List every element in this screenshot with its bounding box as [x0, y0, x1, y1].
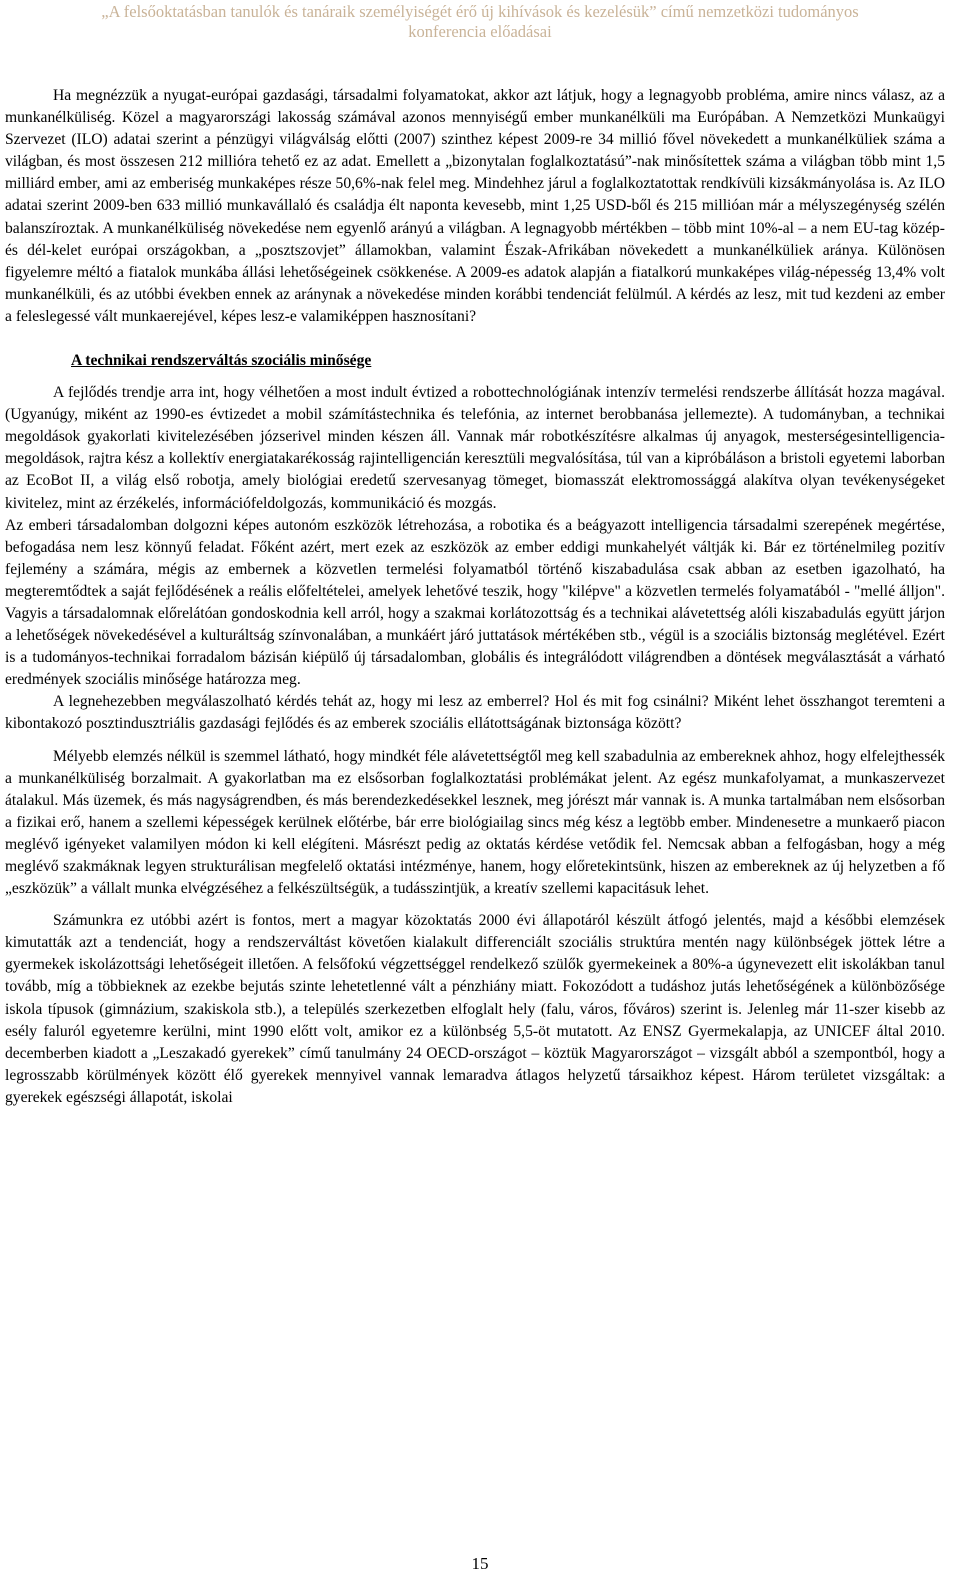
- document-body: [5, 85, 945, 1109]
- section-heading: A technikai rendszerváltás szociális minősége: [71, 352, 372, 370]
- paragraph-education: Számunkra ez utóbbi azért is fontos, mert a magyar közoktatás 2000 évi állapotáról készült átfogó jelentés, majd a későbbi elemzések kimutatták azt a tendenciát, hogy a rendszerváltást követően kialakult differenciált szociális struktúra mentén nagy különbségek jöttek létre a gyermekek iskolázottsági lehetőségeit illetően. A felsőfokú végzettséggel rendelkező szülők gyermekeinek a 80%-a úgynevezett elit iskolákban tanul tovább, míg a többieknek az ezekbe bejutás szinte lehetetlenné vált a pénzhiány miatt. Fokozódott a tudáshoz jutás lehetőségének a különbözősége iskola típusok (gimnázium, szakiskola stb.), a település szerkezetben elfoglalt hely (falu, város, főváros) szerint is. Jelenleg már 11-szer kisebb az esély faluról egyetemre kerülni, mint 1990 előtt volt, amikor ez a különbség 5,5-öt mutatott. Az ENSZ Gyermekalapja, az UNICEF által 2010. decemberben kiadott a „Leszakadó gyerekek” című tanulmány 24 OECD-országot – köztük Magyarországot – vizsgált abból a szempontból, hogy a legrosszabb körülmények között élő gyerekek mennyivel vannak lemaradva átlagos helyzetű társaikhoz képest. Három területet vizsgáltak: a gyerekek egészségi állapotát, iskolai: [5, 912, 945, 1106]
- paragraph-autonomous-tools: Az emberi társadalomban dolgozni képes autonóm eszközök létrehozása, a robotika és a beágyazott intelligencia társadalmi szerepének megértése, befogadása nem lesz könnyű feladat. Főként azért, mert ezek az eszközök az ember eddigi munkahelyét váltják ki. Bár ez történelmileg pozitív fejlemény a számára, mégis az embernek a közvetlen termelési folyamatból történő kiszabadulása csak abban az esetben igazolható, ha megteremtődtek a saját fejlődésének a reális előfeltételei, amelyek lehetővé teszik, hogy "kilépve" a közvetlen termelés folyamatából - "mellé álljon". Vagyis a társadalomnak előrelátóan gondoskodnia kell arról, hogy a szakmai korlátozottság és a technikai alávetettség alóli kiszabadulás együtt járjon a lehetőségek növekedésével a kulturáltság színvonalában, a munkáért járó juttatások mértékében stb., végül is a szociális biztonság meglétével. Ezért is a tudományos-technikai forradalom bázisán kiépülő új társadalomban, globális és integrálódott világrendben a döntések megválasztását a várható eredmények szociális minősége határozza meg.: [5, 516, 945, 689]
- paragraph-robotics: A fejlődés trendje arra int, hogy vélhetően a most indult évtized a robottechnológiának intenzív termelési rendszerbe állítását hozza magával. (Ugyanúgy, miként az 1990-es évtizedet a mobil számítástechnika és telefónia, az internet berobbanása jellemezte). A tudományban, a technikai megoldások gyakorlati kivitelezésében józserivel minden készen áll. Vannak már robotkészítésre alkalmas új anyagok, mesterségesintelligencia-megoldások, rajtra kész a kollektív energiatakarékosság rajintelligencián keresztüli megvalósítása, túl van a kipróbáláson a bristoli egyetemi laborban az EcoBot II, a világ első robotja, amely biológiai eredetű szervesanyag tömeget, biomasszát elektromossággá alakítva olyan tevékenységeket kivitelez, mint az érzékelés, információfeldolgozás, kommunikáció és mozgás.: [5, 384, 945, 512]
- running-header-line-2: konferencia előadásai: [408, 22, 552, 41]
- running-header: [0, 0, 960, 42]
- paragraph-analysis: Mélyebb elemzés nélkül is szemmel látható, hogy mindkét féle alávetettségtől meg kell szabadulnia az embereknek ahhoz, hogy elfelejthessék a munkanélküliség borzalmait. A gyakorlatban ma ez elsősorban foglalkoztatási problémákat jelent. Az egész munkafolyamat, a munkaszervezet átalakul. Más üzemek, és más nagyságrendben, és más berendezkedésekkel lesznek, meg jórészt már vannak is. A munka tartalmában nem elsősorban a fizikai erő, hanem a szellemi képességek kerülnek előtérbe, bár erre biológiailag sincs még kész a legtöbb ember. Mindenesetre a munkaerő piacon meglévő igényeket valamilyen módon ki kell elégíteni. Másrészt pedig az oktatás kérdése vetődik fel. Nemcsak abban a felfogásban, hogy a még meglévő szakmáknak legyen strukturálisan megfelelő oktatási intézménye, hanem, hogy előretekintsünk, hiszen az embereknek az új helyzetben a fő „eszközük” a vállalt munka elvégzéséhez a felkészültségük, a tudásszintjük, a kreatív szellemi kapacitásuk lehet.: [5, 747, 945, 898]
- paragraph-unemployment: Ha megnézzük a nyugat-európai gazdasági, társadalmi folyamatokat, akkor azt látjuk, hogy a legnagyobb probléma, amire nincs válasz, az a munkanélküliség. Közel a magyarországi lakosság számával azonos mennyiségű ember munkanélküli ma Európában. A Nemzetközi Munkaügyi Szervezet (ILO) adatai szerint a pénzügyi világválság előtti (2007) szinthez képest 2009-re 34 millió fővel növekedett a munkanélküliek száma a világban, és most összesen 212 millióra tehető ez az adat. Emellett a „bizonytalan foglalkoztatású”-nak minősítettek száma a világban több mint 1,5 milliárd ember, ami az emberiség munkaképes része 50,6%-nak felel meg. Mindehhez járul a foglalkoztatottak rendkívüli kizsákmányolása is. Az ILO adatai szerint 2009-ben 633 millió munkavállaló és családja élt naponta kevesebb, mint 1,25 USD-ből és 215 millióan már a mélyszegénység szélén balanszíroztak. A munkanélküliség növekedése nem egyenlő arányú a világban. A legnagyobb mértékben – több mint 10%-al – a nem EU-tag közép- és dél-kelet európai országokban, a „posztszovjet” államokban, valamint Észak-Afrikában növekedett a munkanélküliek aránya. Különösen figyelemre méltó a fiatalok munkába állási lehetőségeinek csökkenése. A 2009-es adatok alapján a fiatalkorú munkaképes világ-népesség 13,4% volt munkanélküli, és az utóbbi években ennek az aránynak a növekedése minden korábbi tendenciát felülmúl. A kérdés az lesz, mit tud kezdeni az ember a feleslegessé vált munkaerejével, képes lesz-e valamiképpen hasznosítani?: [5, 87, 945, 325]
- page-number: 15: [471, 1554, 489, 1573]
- running-header-line-1: „A felsőoktatásban tanulók és tanáraik személyiségét érő új kihívások és kezelésük” című nemzetközi tudományos: [101, 2, 859, 21]
- paragraph-key-question: A legnehezebben megválaszolható kérdés tehát az, hogy mi lesz az emberrel? Hol és mit fog csinálni? Miként lehet összhangot teremteni a kibontakozó posztindusztriális gazdasági fejlődés és az emberek szociális ellátottságának biztonsága között?: [5, 693, 945, 733]
